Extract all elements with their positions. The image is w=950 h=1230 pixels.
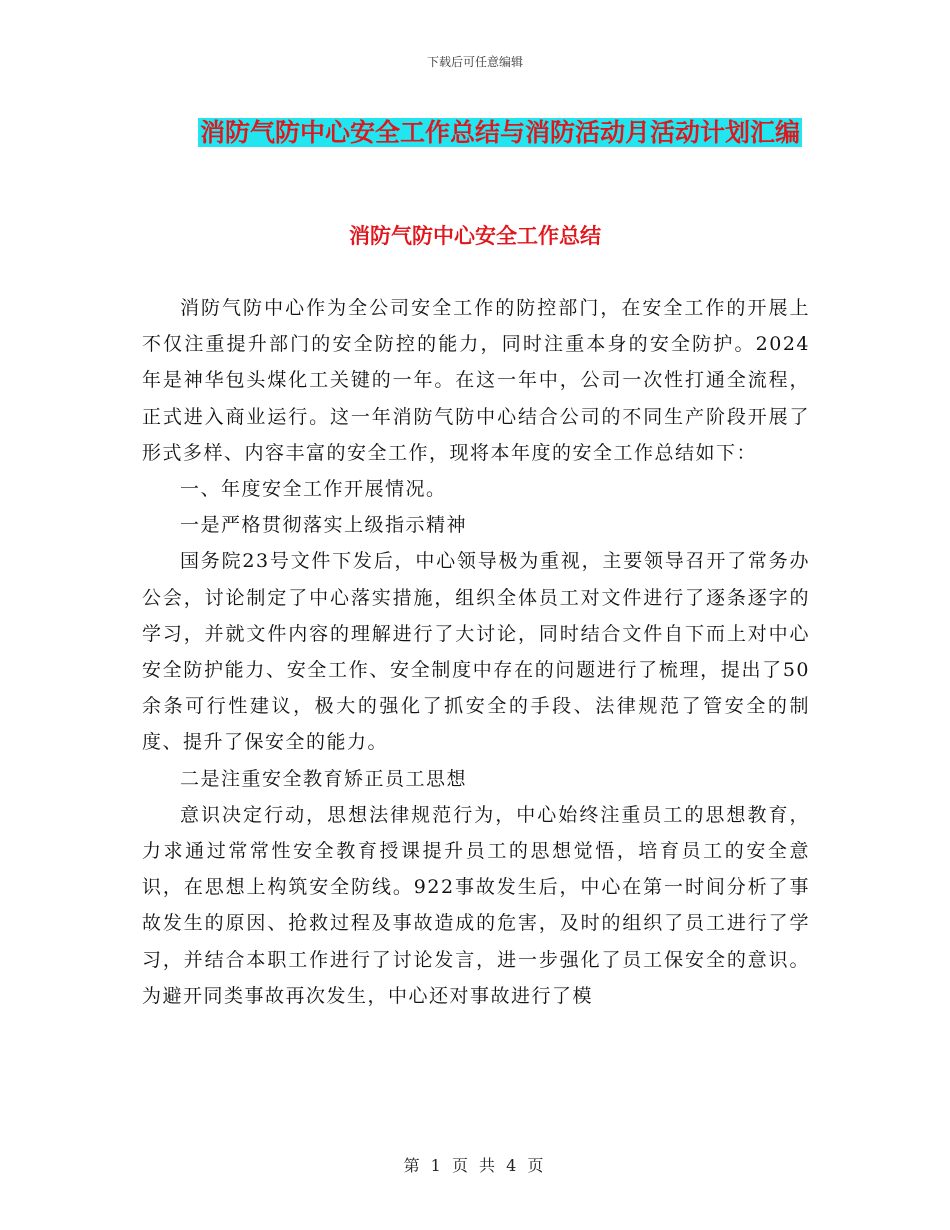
header-note: 下载后可任意编辑 (426, 55, 523, 69)
document-body (142, 290, 810, 1014)
section-title: 消防气防中心安全工作总结 (349, 224, 601, 248)
document-title (190, 110, 810, 155)
document-title-text: 消防气防中心安全工作总结与消防活动月活动计划汇编 (199, 118, 800, 147)
paragraph: 二是注重安全教育矫正员工思想 (180, 767, 468, 790)
paragraph: 一是严格贯彻落实上级指示精神 (180, 514, 468, 537)
paragraph: 消防气防中心作为全公司安全工作的防控部门，在安全工作的开展上不仅注重提升部门的安全防控的能力，同时注重本身的安全防护。2024年是神华包头煤化工关键的一年。在这一年中，公司一次性打通全流程，正式进入商业运行。这一年消防气防中心结合公司的不同生产阶段开展了形式多样、内容丰富的安全工作，现将本年度的安全工作总结如下： (142, 297, 810, 464)
paragraph: 国务院23号文件下发后，中心领导极为重视，主要领导召开了常务办公会，讨论制定了中心落实措施，组织全体员工对文件进行了逐条逐字的学习，并就文件内容的理解进行了大讨论，同时结合文件自下而上对中心安全防护能力、安全工作、安全制度中存在的问题进行了梳理，提出了50余条可行性建议，极大的强化了抓安全的手段、法律规范了管安全的制度、提升了保安全的能力。 (142, 550, 810, 754)
page-number-footer: 第 1 页 共 4 页 (403, 1156, 547, 1175)
paragraph: 意识决定行动，思想法律规范行为，中心始终注重员工的思想教育，力求通过常常性安全教育授课提升员工的思想觉悟，培育员工的安全意识，在思想上构筑安全防线。922事故发生后，中心在第一时间分析了事故发生的原因、抢救过程及事故造成的危害，及时的组织了员工进行了学习，并结合本职工作进行了讨论发言，进一步强化了员工保安全的意识。为避开同类事故再次发生，中心还对事故进行了模 (142, 803, 810, 1007)
paragraph: 一、年度安全工作开展情况。 (180, 478, 447, 501)
